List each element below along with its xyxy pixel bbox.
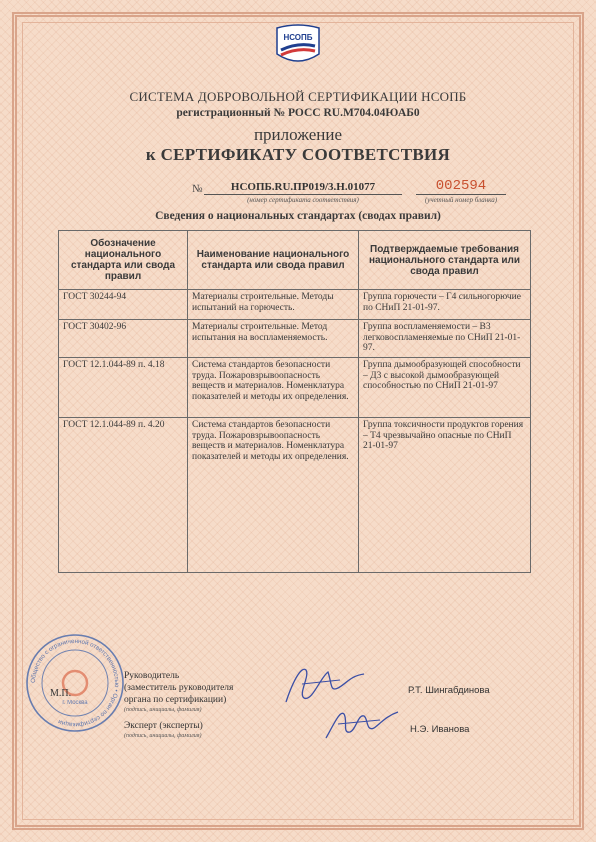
certificate-title: к СЕРТИФИКАТУ СООТВЕТСТВИЯ: [145, 145, 451, 164]
system-title: СИСТЕМА ДОБРОВОЛЬНОЙ СЕРТИФИКАЦИИ НСОПБ: [129, 89, 467, 104]
svg-text:г. Москва: г. Москва: [62, 700, 88, 706]
expert-signature: [322, 704, 402, 744]
column-header-code: Обозначение национального стандарта или свода правил: [59, 231, 188, 290]
head-label-body: органа по сертификации): [124, 695, 227, 705]
head-caption: (подпись, инициалы, фамилия): [124, 707, 202, 713]
head-label-deputy: (заместитель руководителя: [124, 683, 234, 693]
column-header-requirement: Подтверждаемые требования национального стандарта или свода правил: [359, 231, 531, 290]
head-label: Руководитель: [124, 671, 180, 681]
standard-requirement: Группа воспламеняемости – В3 легковоспламеняемые по СНиП 21-01-97.: [359, 320, 531, 358]
certificate-number-caption: (номер сертификата соответствия): [247, 196, 359, 204]
certificate-number-line: [204, 194, 402, 195]
blank-number: 002594: [435, 178, 487, 194]
table-row: [59, 320, 531, 358]
standard-requirement: Группа дымообразующей способности – Д3 с высокой дымообразующей способностью по СНиП 21-01-97: [359, 358, 531, 418]
standard-name: Система стандартов безопасности труда. Пожаровзрывоопасность веществ и материалов. Номенклатура показателей и методы их определения.: [188, 418, 359, 573]
blank-number-line: [416, 194, 506, 195]
standard-requirement: Группа горючести – Г4 сильногорючие по СНиП 21-01-97.: [359, 290, 531, 320]
standards-table: [58, 230, 531, 573]
standard-code: ГОСТ 12.1.044-89 п. 4.20: [59, 418, 188, 573]
head-signature: [280, 658, 370, 708]
column-header-name: Наименование национального стандарта или свода правил: [188, 231, 359, 290]
table-row: [59, 290, 531, 320]
standard-code: ГОСТ 30244-94: [59, 290, 188, 320]
seal-place-label: М.П.: [50, 688, 72, 699]
standard-name: Система стандартов безопасности труда. Пожаровзрывоопасность веществ и материалов. Номенклатура показателей и методы их определения.: [188, 358, 359, 418]
number-sign: №: [192, 183, 203, 195]
table-row: [59, 358, 531, 418]
standard-name: Материалы строительные. Методы испытаний на горючесть.: [188, 290, 359, 320]
certificate-number: НСОПБ.RU.ПР019/3.Н.01077: [230, 181, 376, 193]
standard-name: Материалы строительные. Метод испытания на воспламеняемость.: [188, 320, 359, 358]
registration-number: регистрационный № РОСС RU.М704.04ЮАБ0: [176, 107, 420, 119]
expert-signer-name: Н.Э. Иванова: [410, 724, 470, 735]
table-header-row: [59, 231, 531, 290]
standard-requirement: Группа токсичности продуктов горения – Т4 чрезвычайно опасные по СНиП 21-01-97: [359, 418, 531, 573]
standard-code: ГОСТ 12.1.044-89 п. 4.18: [59, 358, 188, 418]
expert-label: Эксперт (эксперты): [124, 721, 203, 731]
svg-text:Общество с ограниченной ответс: Общество с ограниченной ответственностью • Орган по сертификации: [29, 637, 121, 729]
blank-number-caption: (учетный номер бланка): [424, 196, 498, 204]
standard-code: ГОСТ 30402-96: [59, 320, 188, 358]
organization-stamp: [24, 632, 126, 734]
expert-caption: (подпись, инициалы, фамилия): [124, 733, 202, 739]
svg-text:НСОПБ: НСОПБ: [283, 33, 313, 42]
head-signer-name: Р.Т. Шингабдинова: [408, 685, 490, 696]
nsopb-logo: [273, 24, 323, 68]
annex-label: приложение: [253, 125, 343, 144]
section-title: Сведения о национальных стандартах (сводах правил): [155, 210, 441, 222]
table-row: [59, 418, 531, 573]
